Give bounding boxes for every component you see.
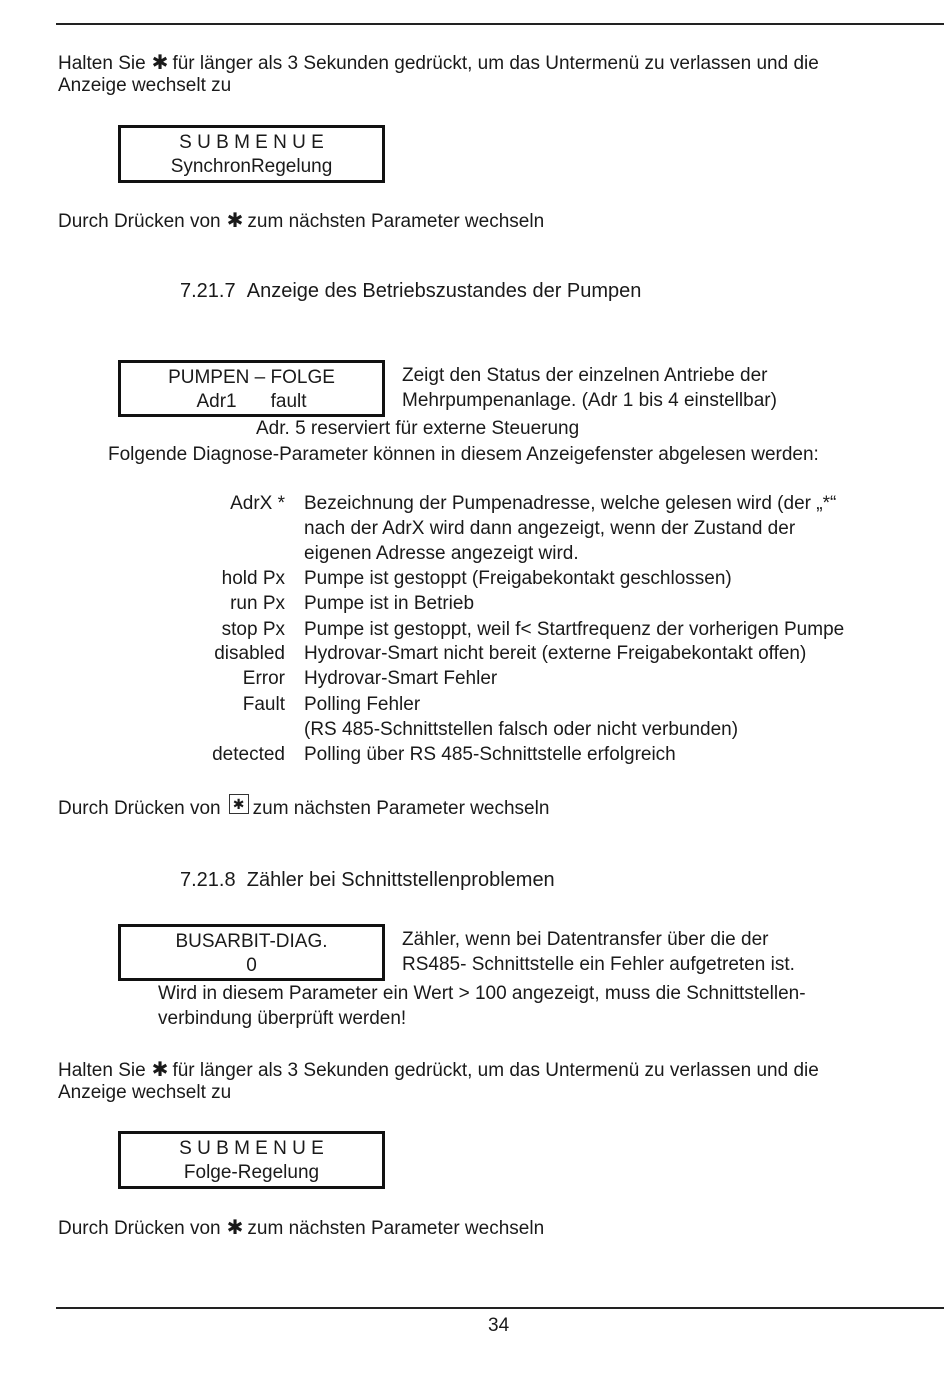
lcd-adr: Adr1 bbox=[196, 391, 237, 412]
next2-pre: Durch Drücken von bbox=[58, 798, 221, 819]
diag-desc: Polling über RS 485-Schnittstelle erfolgreich bbox=[304, 744, 676, 765]
para1-pre: Halten Sie bbox=[58, 53, 146, 74]
para2-line1 bbox=[58, 1057, 819, 1082]
para2-post: für länger als 3 Sekunden gedrückt, um das Untermenü zu verlassen und die bbox=[172, 1060, 819, 1081]
diag-desc: nach der AdrX wird dann angezeigt, wenn der Zustand der bbox=[304, 518, 796, 539]
adr5-note: Adr. 5 reserviert für externe Steuerung bbox=[256, 418, 580, 439]
check-note-line2: verbindung überprüft werden! bbox=[158, 1008, 407, 1029]
diag-intro: Folgende Diagnose-Parameter können in diesem Anzeigefenster abgelesen werden: bbox=[108, 444, 819, 465]
section-title: Anzeige des Betriebszustandes der Pumpen bbox=[246, 280, 642, 302]
bottom-rule bbox=[56, 1307, 944, 1309]
next-param-line-1 bbox=[58, 208, 544, 233]
lcd-status: fault bbox=[270, 391, 307, 412]
section-title: Zähler bei Schnittstellenproblemen bbox=[246, 869, 555, 891]
next3-pre: Durch Drücken von bbox=[58, 1218, 221, 1239]
next1-post: zum nächsten Parameter wechseln bbox=[247, 211, 545, 232]
next3-post: zum nächsten Parameter wechseln bbox=[247, 1218, 545, 1239]
lcd-line2: SynchronRegelung bbox=[170, 156, 333, 177]
asterisk-key-icon: ✱ bbox=[226, 210, 244, 232]
diag-desc: Hydrovar-Smart Fehler bbox=[304, 668, 498, 689]
display2-desc-line2: Mehrpumpenanlage. (Adr 1 bis 4 einstellbar) bbox=[402, 390, 777, 411]
diag-term: disabled bbox=[214, 643, 285, 664]
section-number: 7.21.8 bbox=[180, 869, 236, 891]
diag-desc: (RS 485-Schnittstellen falsch oder nicht verbunden) bbox=[304, 719, 739, 740]
lcd-line2: 0 bbox=[246, 955, 257, 976]
lcd-line2: Folge-Regelung bbox=[183, 1162, 320, 1183]
lcd-display-submenu-folge bbox=[118, 1131, 385, 1189]
para1-line2: Anzeige wechselt zu bbox=[58, 75, 232, 96]
lcd-line1: BUSARBIT-DIAG. bbox=[175, 931, 328, 952]
asterisk-key-button-icon: ✱ bbox=[229, 794, 249, 814]
diag-desc: Pumpe ist in Betrieb bbox=[304, 593, 475, 614]
diag-term: Error bbox=[242, 668, 285, 689]
lcd-line1: PUMPEN – FOLGE bbox=[168, 367, 335, 388]
diag-desc: Bezeichnung der Pumpenadresse, welche gelesen wird (der „*“ bbox=[304, 493, 837, 514]
lcd-line1: S U B M E N U E bbox=[179, 1138, 324, 1159]
check-note-line1: Wird in diesem Parameter ein Wert > 100 angezeigt, muss die Schnittstellen- bbox=[158, 983, 806, 1004]
next-param-line-2 bbox=[58, 798, 549, 822]
section-heading-7218 bbox=[180, 869, 555, 892]
asterisk-key-icon: ✱ bbox=[226, 1217, 244, 1239]
next1-pre: Durch Drücken von bbox=[58, 211, 221, 232]
section-heading-7217 bbox=[180, 280, 641, 303]
diag-desc: Pumpe ist gestoppt (Freigabekontakt geschlossen) bbox=[304, 568, 732, 589]
lcd-line1: S U B M E N U E bbox=[179, 132, 324, 153]
diag-desc: eigenen Adresse angezeigt wird. bbox=[304, 543, 579, 564]
display2-desc-line1: Zeigt den Status der einzelnen Antriebe der bbox=[402, 365, 768, 386]
lcd-display-submenu-synchron bbox=[118, 125, 385, 183]
top-rule bbox=[56, 23, 944, 25]
section-number: 7.21.7 bbox=[180, 280, 236, 302]
display3-desc-line1: Zähler, wenn bei Datentransfer über die der bbox=[402, 929, 769, 950]
diag-term: hold Px bbox=[221, 568, 285, 589]
diag-desc: Pumpe ist gestoppt, weil f< Startfrequenz der vorherigen Pumpe bbox=[304, 619, 845, 640]
next2-post: zum nächsten Parameter wechseln bbox=[252, 798, 550, 819]
diag-desc: Polling Fehler bbox=[304, 694, 421, 715]
lcd-line2 bbox=[121, 390, 382, 414]
page-number: 34 bbox=[488, 1315, 510, 1336]
diag-term: detected bbox=[212, 744, 285, 765]
asterisk-key-icon: ✱ bbox=[151, 1059, 169, 1081]
asterisk-key-icon: ✱ bbox=[151, 52, 169, 74]
display3-desc-line2: RS485- Schnittstelle ein Fehler aufgetreten ist. bbox=[402, 954, 795, 975]
lcd-display-busarbit bbox=[118, 924, 385, 981]
para2-pre: Halten Sie bbox=[58, 1060, 146, 1081]
para1-post: für länger als 3 Sekunden gedrückt, um das Untermenü zu verlassen und die bbox=[172, 53, 819, 74]
next-param-line-3 bbox=[58, 1215, 544, 1240]
para2-line2: Anzeige wechselt zu bbox=[58, 1082, 232, 1103]
para1-line1 bbox=[58, 50, 819, 75]
diag-term: stop Px bbox=[221, 619, 285, 640]
diag-term: run Px bbox=[230, 593, 285, 614]
diag-desc: Hydrovar-Smart nicht bereit (externe Freigabekontakt offen) bbox=[304, 643, 807, 664]
diag-term: AdrX * bbox=[230, 493, 285, 514]
lcd-display-pumpen-folge bbox=[118, 360, 385, 417]
diag-term: Fault bbox=[242, 694, 285, 715]
